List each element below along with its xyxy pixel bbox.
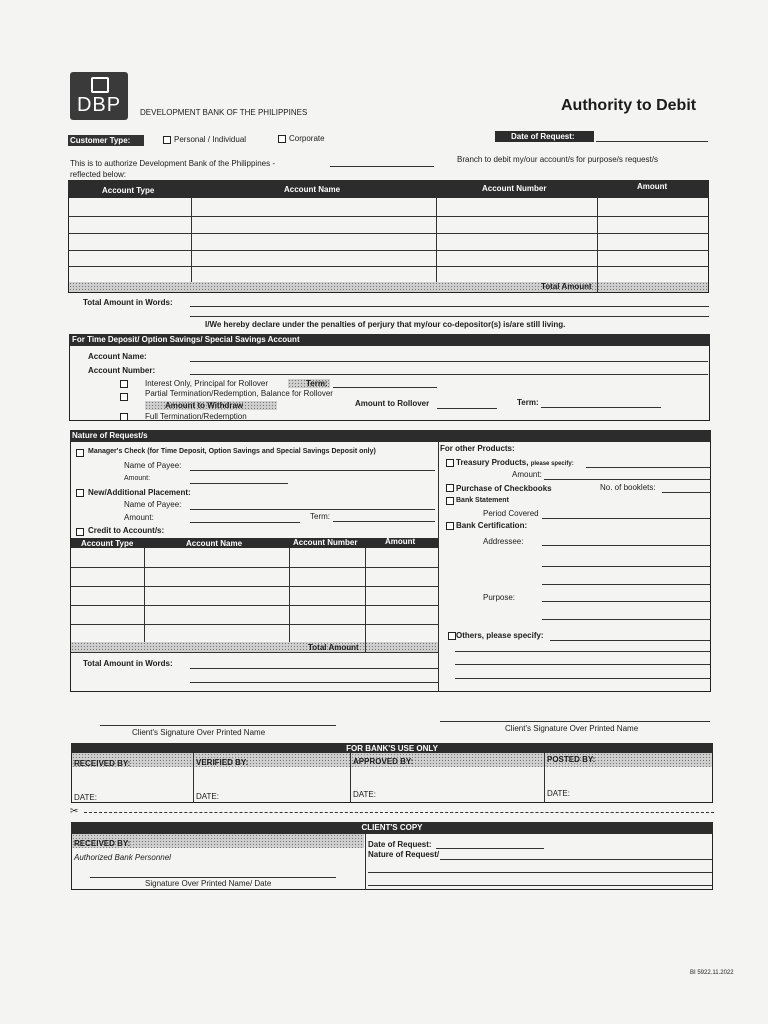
bank-cert-label: Bank Certification:: [456, 521, 528, 530]
bank-statement-label: Bank Statement: [456, 497, 509, 504]
client-sig-line-left[interactable]: [100, 725, 336, 726]
mc-amount-line[interactable]: [190, 483, 288, 484]
corporate-checkbox[interactable]: [278, 135, 286, 143]
branch-text: Branch to debit my/our account/s for purpose/s request/s: [457, 155, 658, 164]
posted-by-label: POSTED BY:: [547, 755, 596, 764]
approved-date-label: DATE:: [353, 790, 376, 799]
checkbooks-checkbox[interactable]: [446, 484, 454, 492]
credit-col-divider: [289, 548, 290, 642]
table-row[interactable]: [71, 624, 438, 625]
bank-use-title-bar: [71, 743, 713, 753]
personal-checkbox[interactable]: [163, 136, 171, 144]
debit-header-account-number: Account Number: [482, 184, 547, 193]
verified-date-label: DATE:: [196, 792, 219, 801]
table-row[interactable]: [68, 266, 709, 267]
np-payee-line[interactable]: [190, 509, 435, 510]
debit-words-label: Total Amount in Words:: [83, 298, 173, 307]
approved-by-label: APPROVED BY:: [353, 757, 414, 766]
debit-header-account-type: Account Type: [102, 186, 155, 195]
bank-cert-checkbox[interactable]: [446, 522, 454, 530]
purpose-line-2[interactable]: [542, 619, 710, 620]
credit-accounts-checkbox[interactable]: [76, 528, 84, 536]
logo-text: DBP: [76, 94, 122, 116]
new-placement-checkbox[interactable]: [76, 489, 84, 497]
treasury-products-text: Treasury Products,: [456, 458, 529, 467]
others-line-4[interactable]: [455, 678, 710, 679]
personal-option[interactable]: [163, 135, 246, 145]
td-partial-option: Partial Termination/Redemption, Balance for Rollover: [145, 389, 333, 398]
treasury-amount-label: Amount:: [512, 470, 542, 479]
client-copy-title: CLIENT'S COPY: [361, 823, 423, 832]
table-row[interactable]: [68, 250, 709, 251]
table-row[interactable]: [71, 586, 438, 587]
checkbooks-label: Purchase of Checkbooks: [456, 484, 552, 493]
nature-divider: [438, 442, 439, 692]
td-amount-withdraw-label: Amount to Withdraw: [165, 401, 244, 410]
client-sig-line-right[interactable]: [440, 721, 710, 722]
debit-col-divider: [191, 198, 192, 282]
date-of-request-label: Date of Request:: [495, 131, 594, 142]
td-account-name-label: Account Name:: [88, 352, 147, 361]
client-sig-left: Client's Signature Over Printed Name: [132, 728, 266, 737]
addressee-label: Addressee:: [483, 537, 524, 546]
treasury-amount-line[interactable]: [544, 479, 710, 480]
debit-col-divider: [436, 196, 437, 282]
debit-total-label: Total Amount: [541, 282, 592, 291]
np-amount-label: Amount:: [124, 513, 154, 522]
customer-type-label: Customer Type:: [68, 135, 144, 146]
credit-header-account-type: Account Type: [81, 539, 134, 548]
client-copy-title-bar: [71, 822, 713, 834]
managers-check-label: Manager's Check (for Time Deposit, Option Savings and Special Savings Deposit only): [88, 448, 376, 455]
td-account-number-line[interactable]: [190, 374, 708, 375]
client-sig-right: Client's Signature Over Printed Name: [505, 724, 639, 733]
mc-payee-label: Name of Payee:: [124, 461, 182, 470]
managers-check-checkbox[interactable]: [76, 449, 84, 457]
td-term-line-1[interactable]: [333, 387, 437, 388]
td-amount-rollover-label: Amount to Rollover: [355, 399, 430, 408]
booklets-label: No. of booklets:: [600, 483, 656, 492]
bank-name: DEVELOPMENT BANK OF THE PHILIPPINES: [140, 108, 308, 117]
td-account-number-label: Account Number:: [88, 366, 156, 375]
form-code: BI 5922.11.2022: [690, 970, 734, 976]
received-date-label: DATE:: [74, 793, 97, 802]
nature-title: Nature of Request/s: [70, 430, 711, 442]
td-interest-checkbox[interactable]: [120, 380, 128, 388]
np-term-line[interactable]: [333, 521, 435, 522]
td-term-label-1: Term:: [306, 379, 328, 388]
addressee-line-2[interactable]: [542, 566, 710, 567]
personal-label: Personal / Individual: [174, 135, 247, 144]
td-account-name-line[interactable]: [190, 361, 708, 362]
np-amount-line[interactable]: [190, 522, 300, 523]
td-term-line-2[interactable]: [541, 407, 661, 408]
debit-total-row: [69, 282, 708, 292]
cc-nature-line[interactable]: [440, 859, 712, 860]
authorize-text-1: This is to authorize Development Bank of the Philippines -: [70, 159, 275, 168]
td-partial-checkbox[interactable]: [120, 393, 128, 401]
bank-use-divider: [350, 753, 351, 803]
bank-use-title: FOR BANK'S USE ONLY: [346, 744, 438, 753]
treasury-please-specify: please specify:: [530, 461, 574, 467]
td-interest-option: Interest Only, Principal for Rollover: [145, 379, 269, 388]
others-checkbox[interactable]: [448, 632, 456, 640]
bank-statement-checkbox[interactable]: [446, 497, 454, 505]
credit-accounts-label: Credit to Account/s:: [88, 526, 165, 535]
booklets-line[interactable]: [662, 492, 710, 493]
others-line-3[interactable]: [455, 664, 710, 665]
td-full-checkbox[interactable]: [120, 413, 128, 421]
cc-date-request-label: Date of Request:: [368, 840, 432, 849]
debit-header-amount: Amount: [637, 182, 668, 191]
credit-total-bottom: [71, 652, 438, 653]
posted-date-label: DATE:: [547, 789, 570, 798]
cc-authorized-label: Authorized Bank Personnel: [74, 853, 171, 862]
logo-emblem-icon: [91, 77, 109, 93]
cut-line: [84, 812, 714, 813]
received-by-label: RECEIVED BY:: [74, 759, 131, 768]
treasury-line[interactable]: [586, 467, 710, 468]
period-covered-line[interactable]: [542, 518, 710, 519]
client-copy-divider: [365, 834, 366, 890]
credit-col-divider: [144, 548, 145, 642]
credit-words-label: Total Amount in Words:: [83, 659, 173, 668]
declaration-text: I/We hereby declare under the penalties of perjury that my/our co-depositor(s) is/are still living.: [205, 320, 566, 329]
cc-nature-line-2[interactable]: [368, 872, 712, 873]
cc-signature-line[interactable]: [90, 877, 336, 878]
np-term-label: Term:: [310, 512, 330, 521]
credit-total-label: Total Amount: [308, 643, 359, 652]
td-full-option: Full Termination/Redemption: [145, 412, 247, 421]
cc-received-by-label: RECEIVED BY:: [74, 839, 131, 848]
addressee-line[interactable]: [542, 545, 710, 546]
authorize-text-2: reflected below:: [70, 170, 127, 179]
cc-nature-request-label: Nature of Request/: [368, 850, 440, 859]
credit-words-line-2[interactable]: [190, 682, 438, 683]
td-term-label-2: Term:: [517, 398, 539, 407]
credit-total-row: [71, 642, 438, 652]
table-row[interactable]: [71, 605, 438, 606]
debit-header-account-name: Account Name: [284, 185, 341, 194]
verified-by-label: VERIFIED BY:: [196, 758, 249, 767]
debit-words-line[interactable]: [190, 306, 709, 307]
credit-header-account-name: Account Name: [186, 539, 243, 548]
mc-amount-label: Amount:: [124, 475, 151, 482]
td-rollover-line[interactable]: [437, 408, 497, 409]
cc-signature-label: Signature Over Printed Name/ Date: [145, 879, 272, 888]
form-title: Authority to Debit: [561, 97, 697, 114]
corporate-option[interactable]: [278, 134, 325, 144]
debit-total-divider: [597, 282, 598, 292]
period-covered-label: Period Covered: [483, 509, 539, 518]
time-deposit-title: For Time Deposit/ Option Savings/ Special Savings Account: [69, 334, 710, 346]
credit-header-account-number: Account Number: [293, 538, 358, 547]
new-placement-label: New/Additional Placement:: [88, 488, 191, 497]
table-row[interactable]: [71, 567, 438, 568]
credit-col-divider: [365, 548, 366, 642]
others-line-2[interactable]: [455, 651, 710, 652]
cc-nature-line-3[interactable]: [368, 885, 712, 886]
debit-col-divider: [597, 196, 598, 282]
table-row[interactable]: [68, 233, 709, 234]
scissors-icon: ✂: [70, 806, 79, 817]
others-line[interactable]: [550, 640, 710, 641]
other-products-label: For other Products:: [440, 444, 515, 453]
credit-total-divider: [365, 642, 366, 652]
date-of-request-line[interactable]: [596, 141, 708, 142]
credit-words-line[interactable]: [190, 668, 438, 669]
debit-table-header: [68, 180, 709, 198]
treasury-label: [456, 458, 574, 469]
others-label: Others, please specify:: [456, 631, 544, 640]
treasury-checkbox[interactable]: [446, 459, 454, 467]
table-row[interactable]: [68, 216, 709, 217]
cc-date-request-line[interactable]: [436, 848, 544, 849]
credit-header-amount: Amount: [385, 537, 416, 546]
bank-use-divider: [544, 753, 545, 803]
np-payee-label: Name of Payee:: [124, 500, 182, 509]
corporate-label: Corporate: [289, 134, 325, 143]
bank-use-divider: [193, 753, 194, 803]
mc-payee-line[interactable]: [190, 470, 435, 471]
purpose-label: Purpose:: [483, 593, 516, 602]
debit-words-line-2[interactable]: [190, 316, 709, 317]
dbp-logo: [70, 72, 128, 120]
branch-line[interactable]: [330, 166, 434, 167]
purpose-line[interactable]: [542, 601, 710, 602]
addressee-line-3[interactable]: [542, 584, 710, 585]
